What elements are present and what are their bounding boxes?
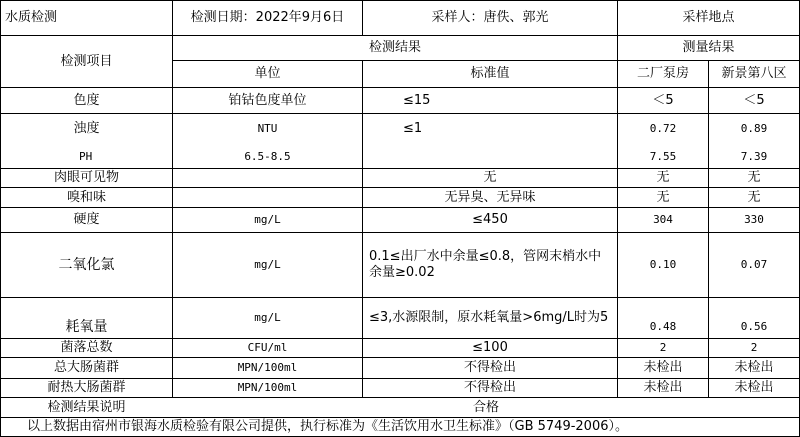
row-value-site2: 2 — [750, 341, 758, 354]
conclusion-value: 合格 — [472, 399, 499, 415]
column-header-measured: 测量结果 — [682, 40, 735, 55]
row-unit: 6.5-8.5 — [244, 149, 291, 163]
row-unit — [173, 169, 362, 187]
row-value-site1: 304 — [653, 213, 673, 226]
row-unit: MPN/100ml — [237, 381, 298, 394]
row-name: 二氧化氯 — [58, 257, 115, 273]
row-unit: mg/L — [254, 213, 281, 226]
row-standard — [363, 145, 617, 168]
row-value-site2: 0.89 — [740, 122, 768, 135]
conclusion-label: 检测结果说明 — [47, 399, 126, 415]
row-name: 肉眼可见物 — [53, 170, 119, 185]
row-unit: 铂钴色度单位 — [228, 92, 307, 108]
row-value-site2: 无 — [747, 189, 761, 205]
row-unit: CFU/ml — [247, 341, 288, 354]
column-header-site2: 新景第八区 — [721, 66, 787, 81]
row-standard: 0.1≤出厂水中余量≤0.8，管网末梢水中余量≥0.02 — [369, 249, 602, 280]
row-value-site2: 无 — [747, 170, 761, 185]
row-name: 硬度 — [73, 212, 100, 227]
table-title: 水质检测 — [5, 10, 58, 25]
column-header-site1: 二厂泵房 — [636, 66, 689, 81]
row-name: 菌落总数 — [60, 340, 113, 355]
row-value-site1: 0.10 — [649, 258, 677, 271]
row-standard: 无异臭、无异味 — [444, 189, 536, 205]
row-name: 浊度 — [73, 121, 100, 136]
sampler: 采样人：唐佚、郭光 — [431, 10, 549, 25]
row-value-site1: 7.55 — [649, 149, 677, 163]
row-value-site2: 0.07 — [740, 258, 768, 271]
column-header-results: 检测结果 — [368, 40, 421, 55]
row-standard: ≤100 — [472, 340, 508, 355]
row-name: 总大肠菌群 — [53, 360, 119, 375]
row-standard: 不得检出 — [463, 360, 516, 375]
row-value-site2: 330 — [744, 213, 764, 226]
row-value-site1: 无 — [656, 189, 670, 205]
row-standard: ≤1 — [403, 121, 423, 136]
row-standard: ≤450 — [472, 212, 508, 227]
row-value-site1: 2 — [659, 341, 667, 354]
row-unit — [173, 188, 362, 207]
row-value-site1: 0.72 — [649, 122, 677, 135]
row-value-site2: ＜5 — [743, 92, 765, 108]
column-header-unit: 单位 — [254, 66, 281, 81]
column-header-item: 检测项目 — [60, 53, 113, 69]
row-unit: mg/L — [254, 258, 281, 271]
row-unit: NTU — [257, 122, 278, 135]
row-standard: 无 — [483, 170, 497, 185]
row-name: 嗅和味 — [66, 189, 106, 205]
column-header-standard: 标准值 — [470, 66, 510, 81]
row-value-site2: 未检出 — [734, 380, 774, 395]
row-value-site1: 无 — [656, 170, 670, 185]
row-standard: 不得检出 — [463, 380, 516, 395]
row-standard: ≤15 — [403, 92, 431, 108]
row-value-site1: 0.48 — [649, 320, 677, 333]
row-name: 耗氧量 — [65, 319, 108, 335]
row-standard: ≤3,水源限制，原水耗氧量>6mg/L时为5 — [369, 310, 609, 325]
test-date: 检测日期：2022年9月6日 — [190, 10, 345, 25]
row-value-site2: 0.56 — [740, 320, 768, 333]
sampling-location: 采样地点 — [682, 10, 735, 25]
row-value-site1: ＜5 — [652, 92, 674, 108]
row-value-site2: 7.39 — [740, 149, 768, 163]
row-unit: mg/L — [254, 311, 281, 324]
row-value-site1: 未检出 — [643, 360, 683, 375]
row-name: PH — [79, 149, 93, 163]
row-name: 耐热大肠菌群 — [47, 380, 126, 395]
row-name: 色度 — [73, 92, 100, 108]
row-value-site2: 未检出 — [734, 360, 774, 375]
footer-note: 以上数据由宿州市银海水质检验有限公司提供，执行标准为《生活饮用水卫生标准》（GB 5749-2006）。 — [27, 419, 628, 434]
row-unit: MPN/100ml — [237, 361, 298, 374]
row-value-site1: 未检出 — [643, 380, 683, 395]
